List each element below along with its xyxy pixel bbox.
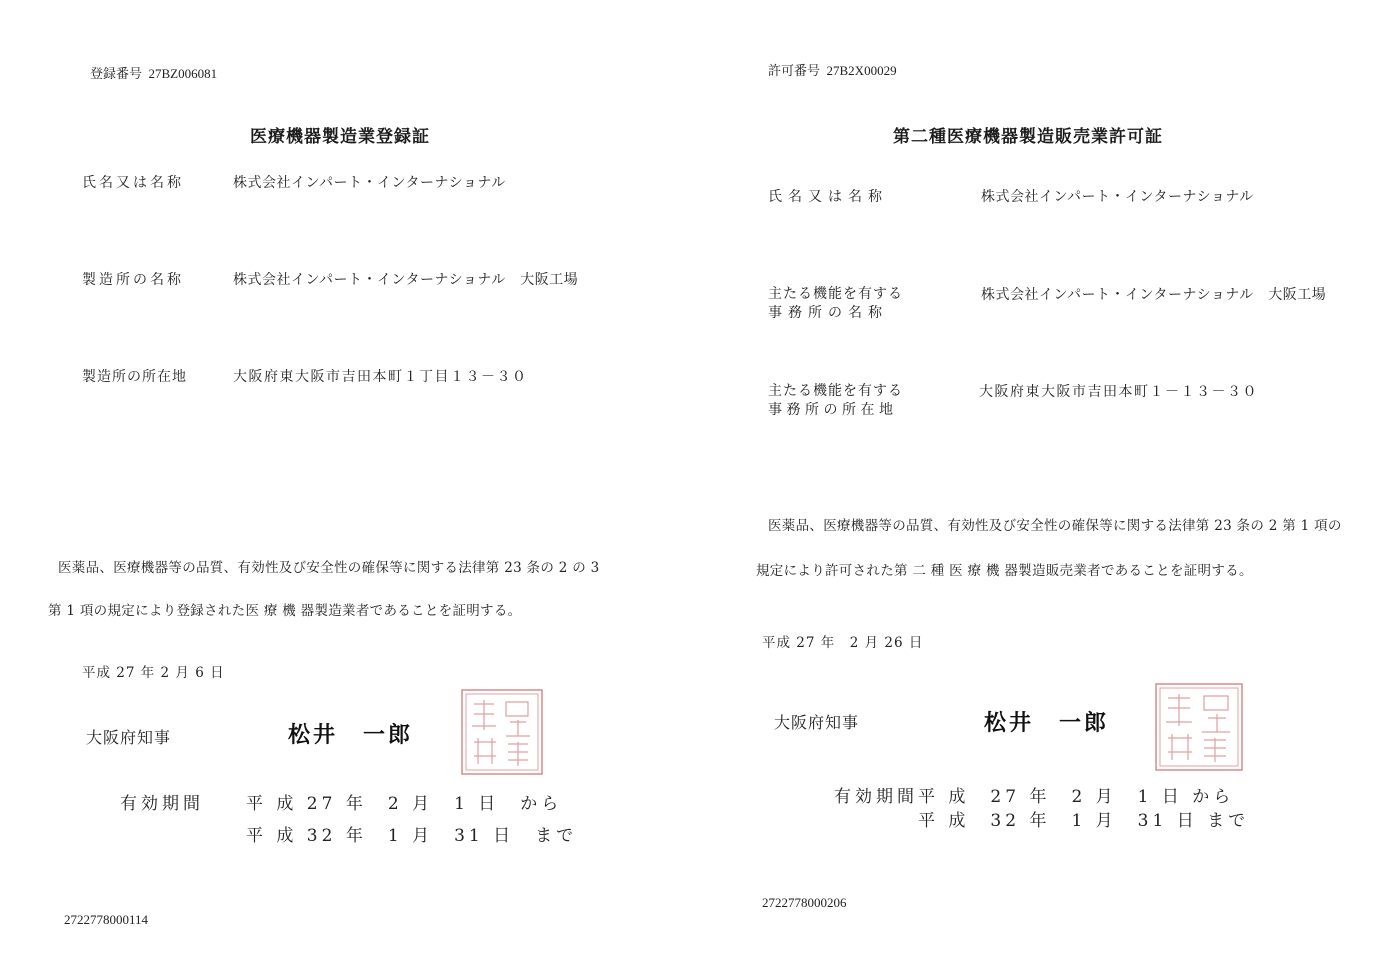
permit-number-value: 27B2X00029 xyxy=(826,63,897,78)
governor-signature: 松井 一郎 xyxy=(984,710,1110,736)
permit-number-label: 許可番号 xyxy=(768,63,821,78)
office-name-label-line-1: 主たる機能を有する xyxy=(768,286,903,302)
name-label: 氏名又は名称 xyxy=(82,175,184,191)
registration-number xyxy=(90,66,217,82)
issue-date: 平成 27 年 2 月 26 日 xyxy=(762,635,924,651)
validity-label: 有効期間 xyxy=(120,794,204,814)
certificate-title: 第二種医療機器製造販売業許可証 xyxy=(893,127,1163,147)
site-name-value: 株式会社インパート・インターナショナル 大阪工場 xyxy=(233,272,579,288)
validity-from: 平 成 27 年 2 月 1 日 から xyxy=(246,794,563,814)
statement-line-2: 規定により許可された第 二 種 医 療 機 器製造販売業者であることを証明する。 xyxy=(756,563,1253,579)
name-value: 株式会社インパート・インターナショナル xyxy=(981,189,1254,205)
office-address-value: 大阪府東大阪市吉田本町１－１３－３０ xyxy=(979,384,1258,400)
validity-from: 平 成 27 年 2 月 1 日 から xyxy=(918,787,1235,807)
governor-title: 大阪府知事 xyxy=(86,728,172,747)
registration-number-label: 登録番号 xyxy=(90,66,143,81)
office-name-value: 株式会社インパート・インターナショナル 大阪工場 xyxy=(981,287,1327,303)
document-number: 2722778000114 xyxy=(64,912,149,927)
official-seal-icon xyxy=(458,686,546,778)
site-address-label: 製造所の所在地 xyxy=(82,369,187,385)
permit-number xyxy=(768,63,897,79)
issue-date: 平成 27 年 2 月 6 日 xyxy=(82,665,225,681)
governor-title: 大阪府知事 xyxy=(774,713,860,732)
site-address-value: 大阪府東大阪市吉田本町１丁目１３－３０ xyxy=(233,369,528,385)
statement-line-2: 第 1 項の規定により登録された医 療 機 器製造業者であることを証明する。 xyxy=(48,603,522,619)
office-address-label-line-2: 事務所の所在地 xyxy=(768,402,898,418)
validity-to: 平 成 32 年 1 月 31 日 まで xyxy=(918,811,1250,831)
validity-label: 有効期間 xyxy=(834,787,918,807)
office-address-label-line-1: 主たる機能を有する xyxy=(768,383,903,399)
statement-line-1: 医薬品、医療機器等の品質、有効性及び安全性の確保等に関する法律第 23 条の 2 の 3 xyxy=(58,560,600,576)
official-seal-icon xyxy=(1152,680,1246,774)
validity-to: 平 成 32 年 1 月 31 日 まで xyxy=(246,826,578,846)
name-value: 株式会社インパート・インターナショナル xyxy=(233,175,506,191)
class-2-marketing-license-certificate xyxy=(700,0,1400,968)
document-number: 2722778000206 xyxy=(762,895,847,910)
certificate-title: 医療機器製造業登録証 xyxy=(250,127,430,147)
office-name-label-line-2: 事務所の名称 xyxy=(768,305,888,321)
site-name-label: 製造所の名称 xyxy=(82,272,184,288)
registration-number-value: 27BZ006081 xyxy=(148,66,218,81)
governor-signature: 松井 一郎 xyxy=(288,722,414,748)
statement-line-1: 医薬品、医療機器等の品質、有効性及び安全性の確保等に関する法律第 23 条の 2 第 1 項の xyxy=(768,518,1342,534)
name-label: 氏名又は名称 xyxy=(768,189,888,205)
